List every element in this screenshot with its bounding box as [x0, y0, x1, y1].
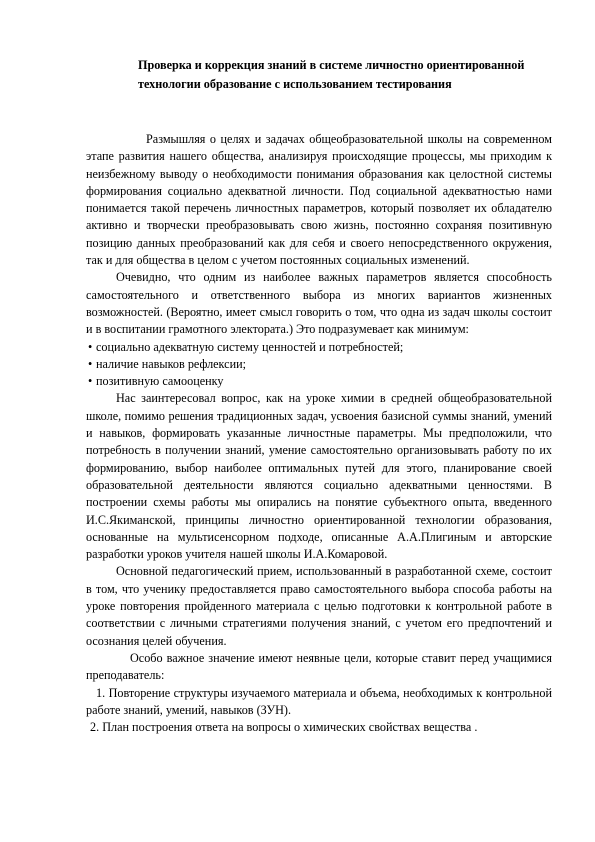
document-body: [86, 131, 552, 736]
list-item: [86, 373, 552, 390]
numbered-item: 1. Повторение структуры изучаемого материала и объема, необходимых к контрольной работе знаний, умений, навыков (ЗУН).: [86, 685, 552, 717]
list-item: [86, 339, 552, 356]
paragraph-intro: Размышляя о целях и задачах общеобразовательной школы на современном этапе развития нашего общества, анализируя происходящие процессы, мы приходим к неизбежному выводу о необходимости понимания образования как целостной системы формирования социально адекватной личности. Под социальной адекватностью нами понимается такой перечень личностных параметров, который позволяет их обладателю активно и творчески преобразовывать свою жизнь, постоянно сохраняя позитивную позицию данных преобразований как для себя и своего непосредственного окружения, так и для общества в целом с учетом постоянных социальных изменений.: [86, 132, 552, 268]
paragraph-choice: Очевидно, что одним из наиболее важных параметров является способность самостоятельного и ответственного выбора из многих вариантов жизненных возможностей. (Вероятно, имеет смысл говорить о том, что одна из задач школы состоит и в воспитании грамотного электората.) Это подразумевает как минимум:: [86, 270, 552, 337]
paragraph-chemistry: Нас заинтересовал вопрос, как на уроке химии в средней общеобразовательной школе, помимо решения традиционных задач, усвоения базисной суммы знаний, умений и навыков, формировать указанные личностные параметры. Мы предположили, что потребность в получении знаний, умение самостоятельно организовывать работу по их формированию, выбор наиболее оптимальных путей для этого, планирование своей образовательной деятельности являются социально адекватными ценностями. В построении схемы работы мы опирались на понятие субъектного опыта, введенного И.С.Якиманской, принципы личностно ориентированной технологии образования, основанные на мультисенсорном подходе, описанные А.А.Плигиным и авторские разработки уроков учителя нашей школы И.А.Комаровой.: [86, 391, 552, 562]
numbered-item: 2. План построения ответа на вопросы о химических свойствах вещества .: [90, 720, 478, 735]
document-title: Проверка и коррекция знаний в системе личностно ориентированной технологии образование с использованием тестирования: [138, 58, 525, 91]
list-item-text: позитивную самооценку: [96, 374, 224, 389]
list-item-text: наличие навыков рефлексии;: [96, 356, 247, 371]
list-item: [86, 356, 552, 373]
bullet-icon: •: [88, 339, 93, 354]
bullet-icon: •: [88, 374, 93, 389]
bullet-icon: •: [88, 356, 93, 371]
list-item-text: социально адекватную систему ценностей и потребностей;: [96, 339, 404, 354]
paragraph-method: Основной педагогический прием, использованный в разработанной схеме, состоит в том, что ученику предоставляется право самостоятельного выбора способа работы на уроке повторения пройденного материала с целью подготовки к контрольной работе в соответствии с личными стратегиями получения знаний, с учетом его предпочтений и осознания целей обучения.: [86, 564, 552, 648]
paragraph-goals: Особо важное значение имеют неявные цели, которые ставит перед учащимися преподаватель:: [86, 650, 552, 683]
